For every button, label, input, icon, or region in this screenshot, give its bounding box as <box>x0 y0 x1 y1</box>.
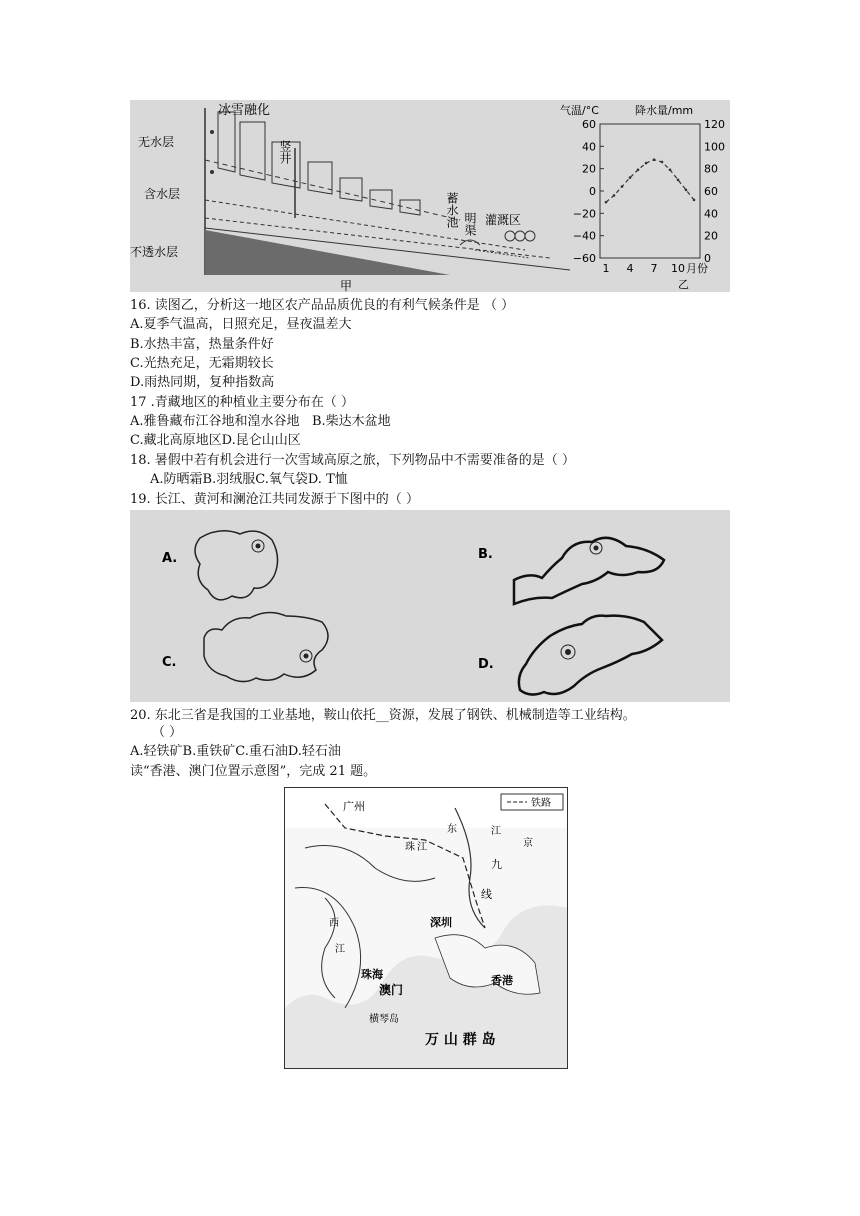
chart-yi-x-unit: 月份 <box>686 262 708 275</box>
chart-yi-right-tick: 0 <box>704 252 711 265</box>
q19-map-label-b: B. <box>478 547 493 562</box>
river-char-3: 西 <box>329 918 339 929</box>
place-wanshan: 万 山 群 岛 <box>425 1032 496 1048</box>
q18-stem: 18. 暑假中若有机会进行一次雪域高原之旅，下列物品中不需要准备的是（ ） <box>130 453 575 468</box>
chart-yi-plot-area <box>600 124 700 258</box>
q17-options-row2 <box>130 432 301 450</box>
chart-yi-temperature-point <box>685 189 688 192</box>
chart-yi-temperature-point <box>645 162 648 165</box>
label-impermeable-layer: 不透水层 <box>130 245 179 259</box>
river-char-7: 京 <box>523 838 533 849</box>
hk-macau-map-svg <box>285 788 567 1068</box>
q20-option-c[interactable]: C.重石油 <box>235 744 288 759</box>
figure-jia-yi <box>130 100 730 292</box>
q19-map-label-a: A. <box>162 551 178 566</box>
place-hongkong: 香港 <box>491 974 513 987</box>
q20-stem: 20. 东北三省是我国的工业基地，鞍山依托__资源，发展了钢铁、机械制造等工业结构。 <box>130 708 636 723</box>
chart-yi-left-tick: −60 <box>572 252 596 265</box>
q20-answer-paren: （ ） <box>152 725 183 740</box>
chart-yi-right-tick: 20 <box>704 229 718 243</box>
chart-yi-temperature-point <box>653 158 656 161</box>
q16-option-c[interactable]: C.光热充足，无霜期较长 <box>130 356 274 371</box>
chart-yi-temperature-series <box>606 160 694 202</box>
map-legend-railway: 铁路 <box>531 798 551 809</box>
caption-jia: 甲 <box>340 279 353 292</box>
impermeable-layer <box>205 230 450 275</box>
railway-label-xian: 线 <box>481 888 492 901</box>
q17-option-a[interactable]: A.雅鲁藏布江谷地和湟水谷地 <box>130 414 300 429</box>
q20-option-b[interactable]: B.重铁矿 <box>182 744 236 759</box>
river-char-4: 江 <box>335 944 345 955</box>
hk-macau-map <box>284 787 568 1069</box>
chart-yi-temperature-point <box>637 168 640 171</box>
label-irrigation: 灌溉区 <box>485 213 522 227</box>
chart-yi-x-tick: 7 <box>650 262 658 275</box>
q19-map-d[interactable] <box>519 616 662 695</box>
q16-option-a[interactable]: A.夏季气温高，日照充足，昼夜温差大 <box>130 317 352 332</box>
q18-option-a[interactable]: A.防晒霜 <box>150 472 203 487</box>
chart-yi-right-tick: 120 <box>704 118 725 131</box>
chart-yi <box>560 103 725 291</box>
q16-stem: 16. 读图乙，分析这一地区农产品品质优良的有利气候条件是 （ ） <box>130 298 515 313</box>
q19-map-label-c: C. <box>162 655 177 670</box>
place-hengqin: 横琴岛 <box>369 1014 399 1025</box>
q19-map-label-d: D. <box>478 657 494 672</box>
chart-yi-temperature-point <box>629 176 632 179</box>
chart-yi-temperature-point <box>677 179 680 182</box>
q19-stem: 19. 长江、黄河和澜沧江共同发源于下图中的（ ） <box>130 492 419 507</box>
chart-yi-right-tick: 100 <box>704 140 725 154</box>
q21-intro: 读“香港、澳门位置示意图”，完成 21 题。 <box>130 764 377 779</box>
chart-yi-right-tick: 60 <box>704 185 718 198</box>
chart-yi-temp-label: 气温/°C <box>560 104 599 117</box>
place-shenzhen: 深圳 <box>430 916 452 929</box>
q17-option-b[interactable]: B.柴达木盆地 <box>311 414 391 429</box>
q17-options-row1 <box>130 413 391 431</box>
label-pool: 蓄水池 <box>445 192 459 228</box>
chart-yi-temperature-point <box>669 168 672 171</box>
q16-option-d[interactable]: D.雨热同期，复种指数高 <box>130 375 275 390</box>
q18-option-d[interactable]: D. T恤 <box>307 472 348 487</box>
chart-yi-right-tick: 40 <box>704 207 718 221</box>
chart-yi-x-tick: 10 <box>671 262 685 275</box>
chart-yi-left-tick: 20 <box>582 162 596 176</box>
place-guangzhou: 广州 <box>343 800 365 813</box>
label-canal: 明渠 <box>463 212 477 236</box>
q16-option-b[interactable]: B.水热丰富，热量条件好 <box>130 337 274 352</box>
q20-option-d[interactable]: D.轻石油 <box>287 744 341 759</box>
chart-yi-left-tick: 40 <box>582 140 596 154</box>
place-macau: 澳门 <box>379 983 404 997</box>
label-snowmelt: 冰雪融化 <box>218 103 271 118</box>
chart-yi-left-tick: 0 <box>589 185 596 198</box>
q18-option-b[interactable]: B.羽绒服 <box>202 472 256 487</box>
railway-label-jiu: 九 <box>491 858 502 871</box>
q18-option-c[interactable]: C.氧气袋 <box>255 472 308 487</box>
river-char-5: 东 <box>447 824 457 835</box>
q18-options <box>130 471 348 489</box>
chart-yi-precip-label: 降水量/mm <box>635 104 694 117</box>
river-char-1: 珠 <box>405 842 415 853</box>
chart-yi-temperature-point <box>613 194 616 197</box>
chart-yi-right-tick: 80 <box>704 162 718 176</box>
q19-province-maps-svg <box>130 510 730 702</box>
q19-map-a[interactable] <box>195 531 278 600</box>
q17-stem: 17 .青藏地区的种植业主要分布在（ ） <box>130 395 354 410</box>
chart-yi-left-tick: −40 <box>572 229 596 243</box>
place-zhuhai: 珠海 <box>361 968 383 981</box>
diagram-jia <box>130 102 570 292</box>
chart-yi-temperature-point <box>621 185 624 188</box>
label-well: 竖井 <box>278 140 292 164</box>
label-no-water-layer: 无水层 <box>138 135 175 149</box>
q20-options <box>130 743 341 761</box>
label-aquifer: 含水层 <box>144 187 181 201</box>
q19-map-c[interactable] <box>204 612 328 681</box>
chart-yi-x-tick: 1 <box>602 262 610 275</box>
river-char-6: 江 <box>491 826 501 837</box>
figure-jia-yi-svg <box>130 100 730 292</box>
chart-yi-temperature-point <box>605 201 608 204</box>
q19-province-maps <box>130 510 730 702</box>
q17-option-d[interactable]: D.昆仑山山区 <box>221 433 301 448</box>
q20-option-a[interactable]: A.轻铁矿 <box>130 744 183 759</box>
chart-yi-left-tick: 60 <box>582 118 596 131</box>
chart-yi-left-tick: −20 <box>572 207 596 221</box>
chart-yi-temperature-point <box>693 199 696 202</box>
chart-yi-temperature-point <box>661 161 664 164</box>
q19-map-b[interactable] <box>514 538 664 604</box>
q17-option-c[interactable]: C.藏北高原地区 <box>130 433 222 448</box>
chart-yi-x-tick: 4 <box>626 262 634 275</box>
river-char-2: 江 <box>417 842 427 853</box>
caption-yi: 乙 <box>678 278 689 291</box>
